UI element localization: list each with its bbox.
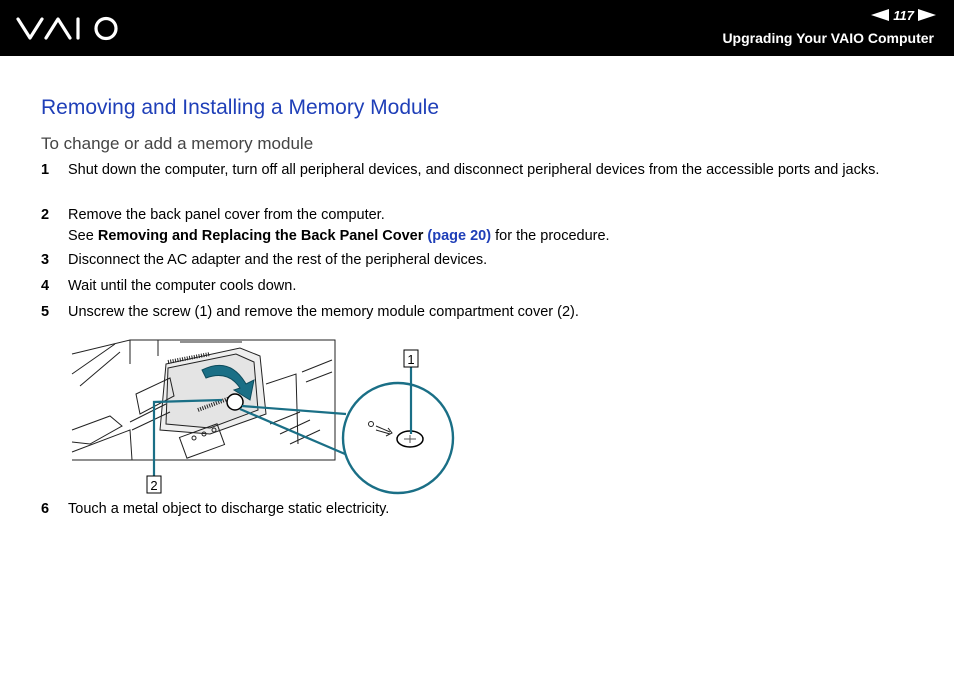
- step-4: [41, 276, 921, 297]
- vaio-logo: [16, 13, 122, 48]
- page-number: 117: [893, 7, 914, 23]
- step-number: 2: [41, 207, 50, 223]
- see-reference: See Removing and Replacing the Back Panel Cover (page 20) for the procedure.: [68, 228, 610, 244]
- step-1: [41, 160, 921, 181]
- section-title: Upgrading Your VAIO Computer: [722, 30, 934, 46]
- next-page-icon[interactable]: [918, 9, 936, 21]
- step-text: Disconnect the AC adapter and the rest of the peripheral devices.: [68, 252, 488, 268]
- procedure-subtitle: To change or add a memory module: [41, 134, 314, 153]
- page-20-link[interactable]: (page 20): [427, 228, 492, 244]
- page-title: Removing and Installing a Memory Module: [41, 96, 440, 119]
- callout-2-label: 2: [150, 478, 158, 493]
- step-text: Wait until the computer cools down.: [68, 278, 297, 294]
- step-3: [41, 250, 921, 271]
- step-5: [41, 302, 921, 323]
- previous-page-icon[interactable]: [871, 9, 889, 21]
- page-header: [0, 0, 954, 56]
- step-number: 5: [41, 304, 50, 320]
- screw-marker-icon: [227, 394, 243, 410]
- step-text: Touch a metal object to discharge static electricity.: [68, 501, 390, 517]
- logo-text: VAIO: [16, 13, 19, 14]
- reference-title: Removing and Replacing the Back Panel Cover: [97, 228, 424, 244]
- callout-1-label: 1: [407, 352, 415, 367]
- step-number: 1: [41, 162, 50, 178]
- page-navigator: [871, 6, 936, 24]
- memory-cover-illustration: [70, 334, 460, 501]
- step-text: Shut down the computer, turn off all peripheral devices, and disconnect peripheral devices from the accessible ports and jacks.: [68, 162, 880, 178]
- step-2: [41, 205, 921, 247]
- step-6: [41, 499, 921, 520]
- step-text: Remove the back panel cover from the computer.: [68, 207, 385, 223]
- step-number: 3: [41, 252, 50, 268]
- step-number: 6: [41, 501, 50, 517]
- step-number: 4: [41, 278, 50, 294]
- step-text: Unscrew the screw (1) and remove the memory module compartment cover (2).: [68, 304, 579, 320]
